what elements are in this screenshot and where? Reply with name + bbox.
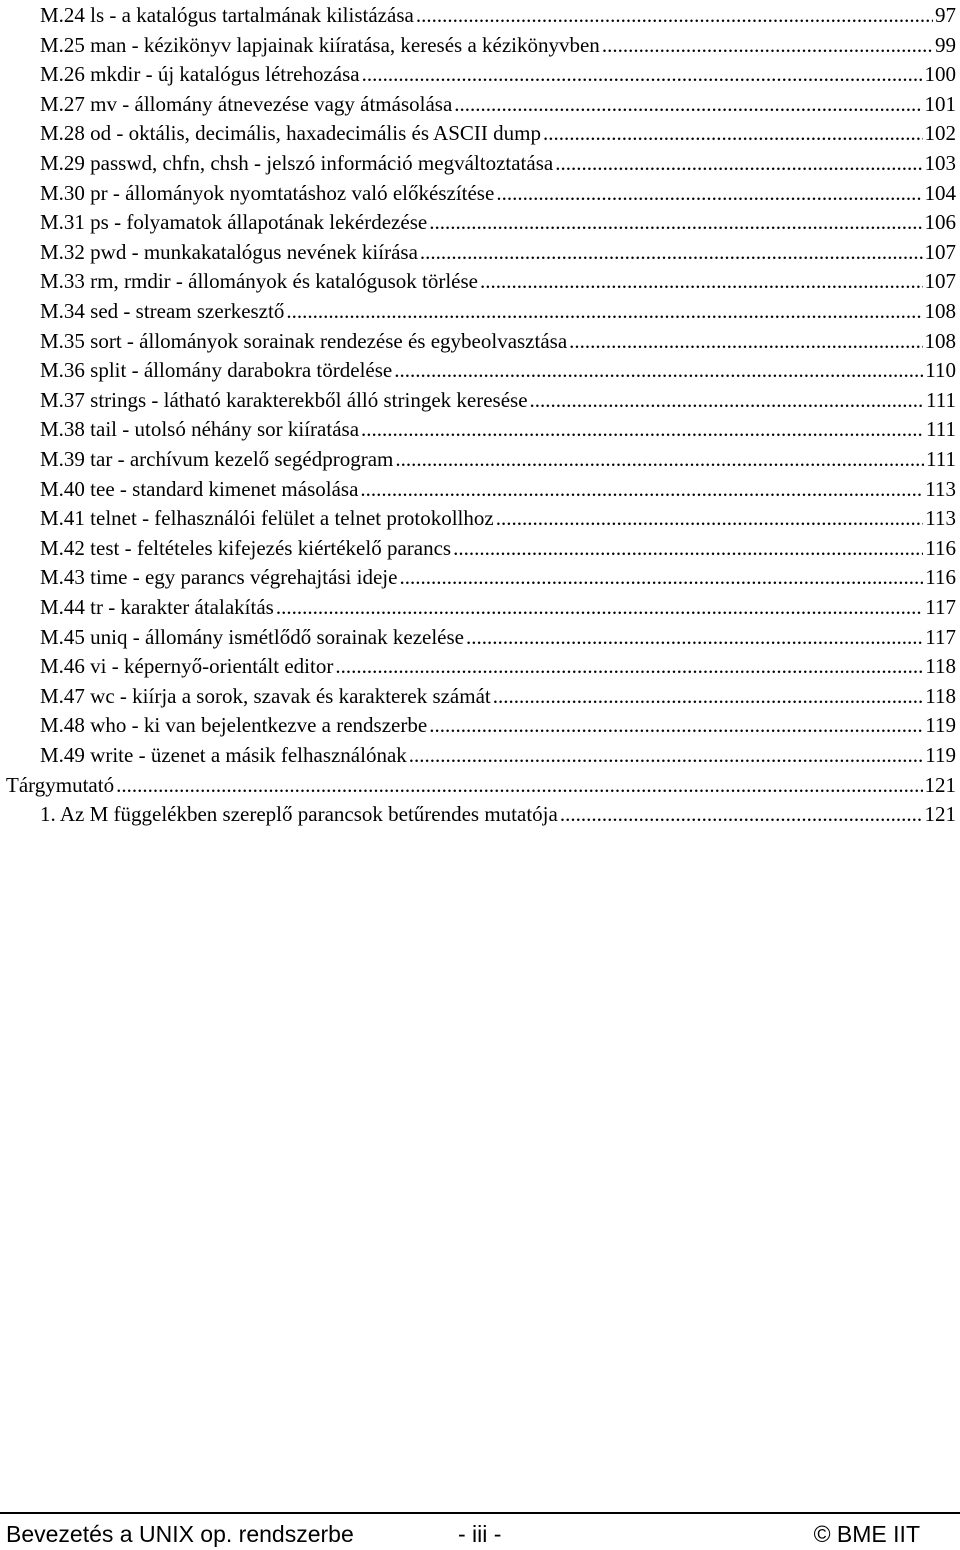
toc-entry[interactable] — [0, 592, 960, 622]
toc-dot-leader — [560, 799, 923, 829]
toc-dot-leader — [530, 385, 925, 415]
toc-entry-page-number: 121 — [923, 770, 957, 800]
toc-entry-title: M.46 vi - képernyő-orientált editor — [40, 651, 335, 681]
toc-dot-leader — [276, 592, 923, 622]
toc-entry[interactable] — [0, 118, 960, 148]
toc-entry[interactable] — [0, 355, 960, 385]
toc-entry-title: Tárgymutató — [6, 770, 116, 800]
toc-entry-page-number: 117 — [923, 592, 956, 622]
toc-entry[interactable] — [0, 770, 960, 800]
toc-dot-leader — [496, 503, 924, 533]
toc-entry-page-number: 102 — [923, 118, 957, 148]
toc-dot-leader — [399, 562, 923, 592]
toc-dot-leader — [480, 266, 923, 296]
toc-entry-title: M.40 tee - standard kimenet másolása — [40, 474, 360, 504]
toc-entry[interactable] — [0, 444, 960, 474]
toc-entry-page-number: 110 — [923, 355, 956, 385]
toc-entry-page-number: 104 — [923, 178, 957, 208]
toc-dot-leader — [416, 0, 933, 30]
toc-entry-title: M.27 mv - állomány átnevezése vagy átmásolása — [40, 89, 454, 119]
toc-entry-page-number: 107 — [923, 237, 957, 267]
toc-entry-page-number: 101 — [923, 89, 957, 119]
toc-entry-title: M.37 strings - látható karakterekből álló stringek keresése — [40, 385, 530, 415]
toc-entry[interactable] — [0, 296, 960, 326]
toc-entry-page-number: 111 — [924, 414, 956, 444]
toc-entry-title: M.47 wc - kiírja a sorok, szavak és karakterek számát — [40, 681, 493, 711]
toc-entry-page-number: 116 — [923, 562, 956, 592]
toc-dot-leader — [361, 414, 924, 444]
toc-entry[interactable] — [0, 148, 960, 178]
toc-entry-page-number: 108 — [923, 296, 957, 326]
toc-entry-page-number: 99 — [933, 30, 956, 60]
toc-entry[interactable] — [0, 474, 960, 504]
toc-entry-title: M.30 pr - állományok nyomtatáshoz való előkészítése — [40, 178, 496, 208]
toc-entry-page-number: 100 — [923, 59, 957, 89]
toc-dot-leader — [394, 355, 923, 385]
toc-dot-leader — [395, 444, 924, 474]
toc-entry-title: M.34 sed - stream szerkesztő — [40, 296, 286, 326]
toc-dot-leader — [602, 30, 933, 60]
toc-dot-leader — [409, 740, 923, 770]
footer-rule — [0, 1512, 960, 1514]
toc-entry-page-number: 119 — [923, 740, 956, 770]
toc-entry-title: M.25 man - kézikönyv lapjainak kiíratása, keresés a kézikönyvben — [40, 30, 602, 60]
toc-dot-leader — [116, 770, 922, 800]
footer-copyright: © BME IIT — [813, 1521, 920, 1547]
toc-entry[interactable] — [0, 740, 960, 770]
toc-entry-page-number: 121 — [923, 799, 957, 829]
toc-entry[interactable] — [0, 326, 960, 356]
toc-entry-title: M.44 tr - karakter átalakítás — [40, 592, 276, 622]
toc-entry[interactable] — [0, 622, 960, 652]
toc-dot-leader — [454, 89, 922, 119]
toc-entry-title: M.49 write - üzenet a másik felhasználónak — [40, 740, 409, 770]
toc-entry-title: M.28 od - oktális, decimális, haxadecimális és ASCII dump — [40, 118, 543, 148]
toc-dot-leader — [555, 148, 922, 178]
toc-entry[interactable] — [0, 0, 960, 30]
toc-entry-page-number: 106 — [923, 207, 957, 237]
page-footer — [0, 1518, 960, 1550]
toc-entry[interactable] — [0, 533, 960, 563]
toc-entry-title: M.33 rm, rmdir - állományok és katalógusok törlése — [40, 266, 480, 296]
footer-page-number: - iii - — [458, 1521, 502, 1547]
toc-entry-title: M.43 time - egy parancs végrehajtási ideje — [40, 562, 399, 592]
toc-entry[interactable] — [0, 89, 960, 119]
toc-entry-page-number: 117 — [923, 622, 956, 652]
toc-entry-title: 1. Az M függelékben szereplő parancsok betűrendes mutatója — [40, 799, 560, 829]
toc-entry-title: M.31 ps - folyamatok állapotának lekérdezése — [40, 207, 429, 237]
toc-entry[interactable] — [0, 503, 960, 533]
toc-entry-title: M.35 sort - állományok sorainak rendezése és egybeolvasztása — [40, 326, 569, 356]
toc-dot-leader — [543, 118, 922, 148]
toc-dot-leader — [493, 681, 924, 711]
toc-entry-title: M.24 ls - a katalógus tartalmának kilistázása — [40, 0, 416, 30]
toc-entry-title: M.39 tar - archívum kezelő segédprogram — [40, 444, 395, 474]
toc-dot-leader — [429, 710, 923, 740]
toc-entry-page-number: 118 — [923, 681, 956, 711]
toc-entry-page-number: 119 — [923, 710, 956, 740]
toc-entry[interactable] — [0, 651, 960, 681]
toc-dot-leader — [420, 237, 923, 267]
toc-entry-title: M.32 pwd - munkakatalógus nevének kiírása — [40, 237, 420, 267]
toc-entry-title: M.42 test - feltételes kifejezés kiértékelő parancs — [40, 533, 453, 563]
toc-entry[interactable] — [0, 799, 960, 829]
toc-entry-page-number: 118 — [923, 651, 956, 681]
toc-dot-leader — [496, 178, 922, 208]
toc-dot-leader — [429, 207, 922, 237]
toc-dot-leader — [335, 651, 923, 681]
toc-dot-leader — [362, 59, 923, 89]
toc-entry-page-number: 113 — [923, 503, 956, 533]
toc-dot-leader — [286, 296, 922, 326]
toc-entry-title: M.36 split - állomány darabokra tördelése — [40, 355, 394, 385]
toc-entry[interactable] — [0, 237, 960, 267]
toc-entry-page-number: 111 — [924, 444, 956, 474]
toc-entry-title: M.41 telnet - felhasználói felület a telnet protokollhoz — [40, 503, 496, 533]
toc-entry-page-number: 108 — [923, 326, 957, 356]
footer-book-title: Bevezetés a UNIX op. rendszerbe — [6, 1521, 354, 1547]
toc-entry-page-number: 107 — [923, 266, 957, 296]
toc-entry[interactable] — [0, 385, 960, 415]
toc-entry-page-number: 97 — [933, 0, 956, 30]
toc-entry-page-number: 113 — [923, 474, 956, 504]
toc-dot-leader — [569, 326, 922, 356]
toc-dot-leader — [360, 474, 923, 504]
toc-entry[interactable] — [0, 562, 960, 592]
toc-entry-page-number: 103 — [923, 148, 957, 178]
toc-entry[interactable] — [0, 266, 960, 296]
toc-entry-title: M.45 uniq - állomány ismétlődő sorainak kezelése — [40, 622, 466, 652]
toc-entry[interactable] — [0, 207, 960, 237]
toc-entry[interactable] — [0, 30, 960, 60]
toc-entry-title: M.48 who - ki van bejelentkezve a rendszerbe — [40, 710, 429, 740]
toc-entry-page-number: 116 — [923, 533, 956, 563]
toc-entry[interactable] — [0, 681, 960, 711]
toc-entry-page-number: 111 — [924, 385, 956, 415]
toc-entry-title: M.29 passwd, chfn, chsh - jelszó információ megváltoztatása — [40, 148, 555, 178]
toc-entry[interactable] — [0, 178, 960, 208]
toc-entry-title: M.38 tail - utolsó néhány sor kiíratása — [40, 414, 361, 444]
toc-entry[interactable] — [0, 710, 960, 740]
toc-entry[interactable] — [0, 59, 960, 89]
toc-dot-leader — [453, 533, 923, 563]
toc-dot-leader — [466, 622, 923, 652]
toc-entry-title: M.26 mkdir - új katalógus létrehozása — [40, 59, 362, 89]
toc-entry[interactable] — [0, 414, 960, 444]
